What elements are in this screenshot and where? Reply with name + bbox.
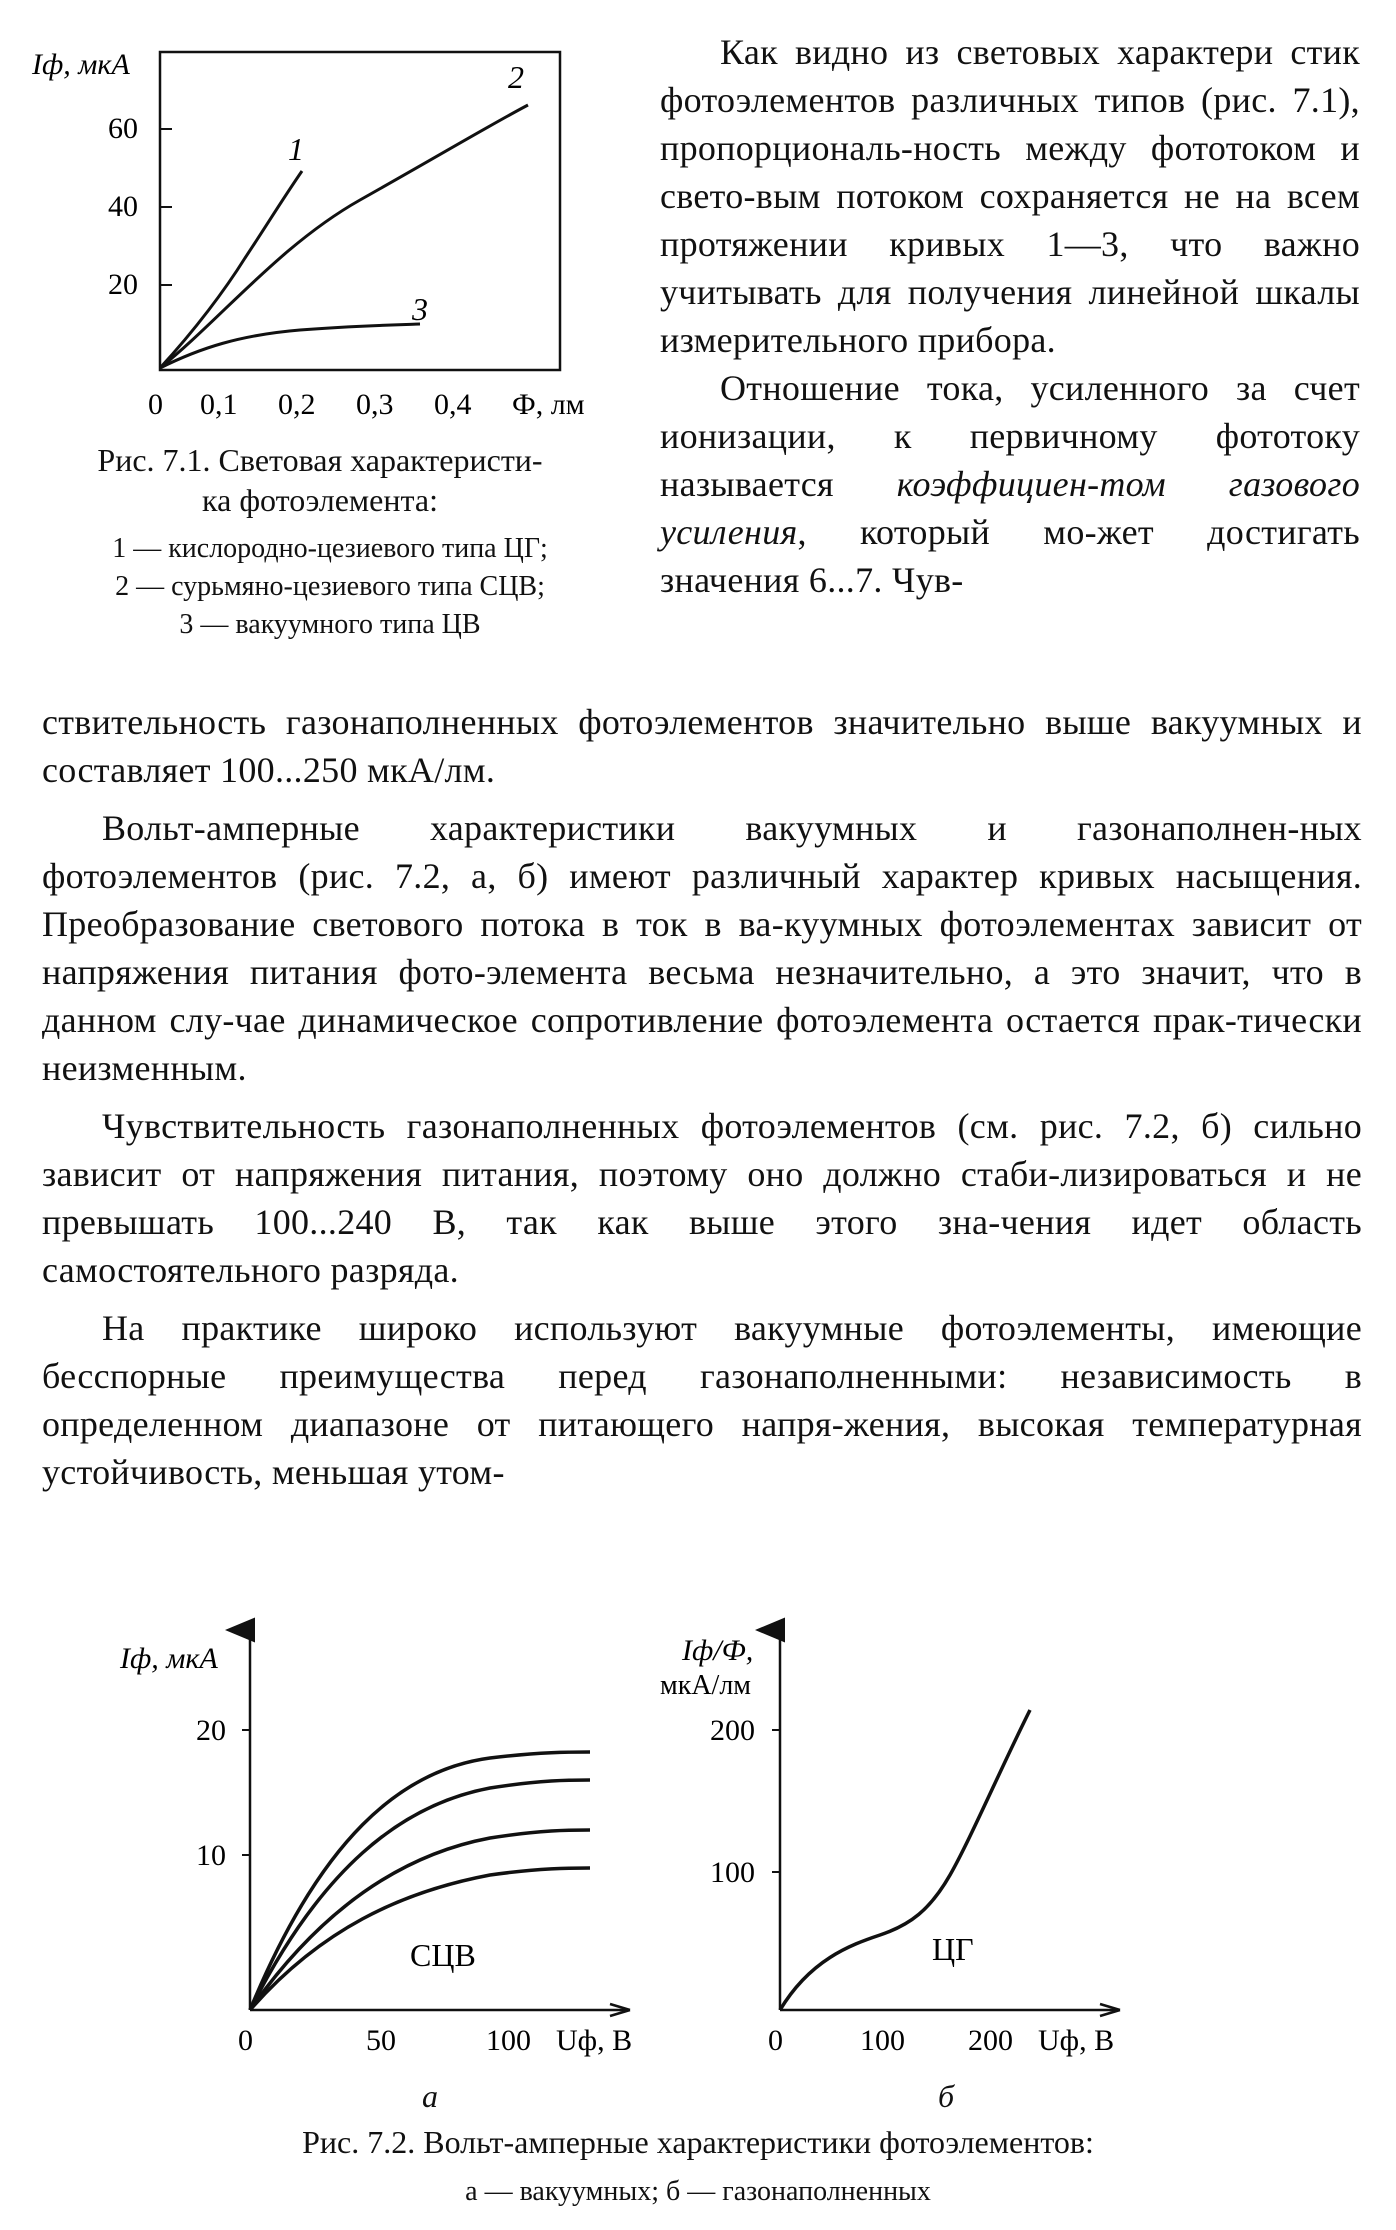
fig72b-ylabel-line2: мкА/лм xyxy=(660,1670,752,1701)
paragraph-r2-part-c: , который мо-жет достигать значения 6...7. Чув- xyxy=(660,512,1360,600)
fig71-curve-label-3: 3 xyxy=(412,291,428,327)
fig71-curve-label-1: 1 xyxy=(288,131,304,167)
fig72b-annotation: ЦГ xyxy=(932,1931,974,1967)
fig72b-sublabel: б xyxy=(938,2078,955,2114)
fig71-curve-label-2: 2 xyxy=(508,59,524,95)
fig72b-xtick-0: 0 xyxy=(768,2024,783,2057)
paragraph-f3: Чувствительность газонаполненных фотоэлементов (см. рис. 7.2, б) сильно зависит от напряжения питания, поэтому оно должно стаби-лизироваться и не превышать 100...240 В, так как выше этого зна-чения идет область самостоятельного разряда. xyxy=(42,1106,1362,1290)
fig72a-xtick-0: 0 xyxy=(238,2024,253,2057)
fig71-ytick-60: 60 xyxy=(108,112,138,145)
fig71-curve-1 xyxy=(160,171,302,368)
paragraph-f4: На практике широко используют вакуумные фотоэлементы, имеющие бесспорные преимущества перед газонаполненными: независимость в определенном диапазоне от питающего напря-жения, высокая температурная устойчивость, меньшая утом- xyxy=(42,1308,1362,1492)
fig72a-ytick-20: 20 xyxy=(196,1714,226,1747)
fig71-ticks xyxy=(160,129,172,285)
fig71-xtick-0.1: 0,1 xyxy=(200,388,238,421)
figure-7-2a-chart xyxy=(120,1610,680,2057)
fig71-legend-3: 3 — вакуумного типа ЦВ xyxy=(179,609,481,640)
fig72b-ytick-100: 100 xyxy=(710,1856,755,1889)
fig72b-xlabel: Uф, В xyxy=(1038,2024,1115,2057)
fig72a-curve-3 xyxy=(250,1830,590,2010)
fig72a-annotation: СЦВ xyxy=(410,1937,476,1973)
fig71-ytick-40: 40 xyxy=(108,190,138,223)
fig71-legend-1: 1 — кислородно-цезиевого типа ЦГ; xyxy=(112,533,548,564)
fig71-xtick-0.3: 0,3 xyxy=(356,388,394,421)
fig71-xtick-0.4: 0,4 xyxy=(434,388,472,421)
fig72b-xtick-100: 100 xyxy=(860,2024,905,2057)
fig71-xlabel: Ф, лм xyxy=(512,388,585,421)
fig71-caption-line1: Рис. 7.1. Световая характеристи- xyxy=(97,442,543,478)
figure-7-2b-chart xyxy=(660,1610,1240,2057)
right-column-text xyxy=(660,28,1360,604)
paragraph-r2-part-a: Отношение тока, усиленного за счет ионизации, к первичному фототоку называется xyxy=(660,368,1360,504)
full-width-text xyxy=(42,698,1362,1496)
fig72b-curve xyxy=(780,1710,1030,2010)
paragraph-r1: Как видно из световых характери стик фотоэлементов различных типов (рис. 7.1), пропорциональ-ность между фототоком и свето-вым потоком сохраняется не на всем протяжении кривых 1—3, что важно учитывать для получения линейной шкалы измерительного прибора. xyxy=(660,32,1360,360)
fig72-caption: Рис. 7.2. Вольт-амперные характеристики фотоэлементов: xyxy=(302,2124,1094,2160)
fig71-ytick-20: 20 xyxy=(108,268,138,301)
fig72b-xtick-200: 200 xyxy=(968,2024,1013,2057)
paragraph-f2: Вольт-амперные характеристики вакуумных и газонаполнен-ных фотоэлементов (рис. 7.2, а, б) имеют различный характер кривых насыщения. Преобразование светового потока в ток в ва-куумных фотоэлементах зависит от напряжения питания фото-элемента весьма незначительно, а это значит, что в данном слу-чае динамическое сопротивление фотоэлемента остается прак-тически неизменным. xyxy=(42,808,1362,1088)
fig72a-xtick-50: 50 xyxy=(366,2024,396,2057)
figure-7-1-chart xyxy=(20,30,660,430)
fig71-legend-2: 2 — сурьмяно-цезиевого типа СЦВ; xyxy=(115,571,545,602)
fig71-ylabel: Iф, мкА xyxy=(32,48,130,81)
paragraph-r2 xyxy=(660,364,1360,604)
fig72a-xlabel: Uф, В xyxy=(556,2024,633,2057)
fig71-frame xyxy=(160,52,560,370)
fig71-caption-line2: ка фотоэлемента: xyxy=(202,482,438,518)
fig72-legend: а — вакуумных; б — газонаполненных xyxy=(465,2176,931,2207)
fig72a-sublabel: а xyxy=(422,2078,438,2114)
fig72a-xtick-100: 100 xyxy=(486,2024,531,2057)
fig71-xtick-0.2: 0,2 xyxy=(278,388,316,421)
fig71-curve-3 xyxy=(160,324,420,368)
fig72a-ytick-10: 10 xyxy=(196,1839,226,1872)
fig72b-ylabel-line1: Iф/Ф, xyxy=(682,1634,754,1667)
paragraph-f1: ствительность газонаполненных фотоэлементов значительно выше вакуумных и составляет 100...250 мкА/лм. xyxy=(42,702,1362,790)
fig72a-ylabel: Iф, мкА xyxy=(120,1642,218,1675)
fig72b-ytick-200: 200 xyxy=(710,1714,755,1747)
paragraph-r2-term: коэффициен-том газового усиления xyxy=(660,464,1360,552)
fig71-xtick-0: 0 xyxy=(148,388,163,421)
